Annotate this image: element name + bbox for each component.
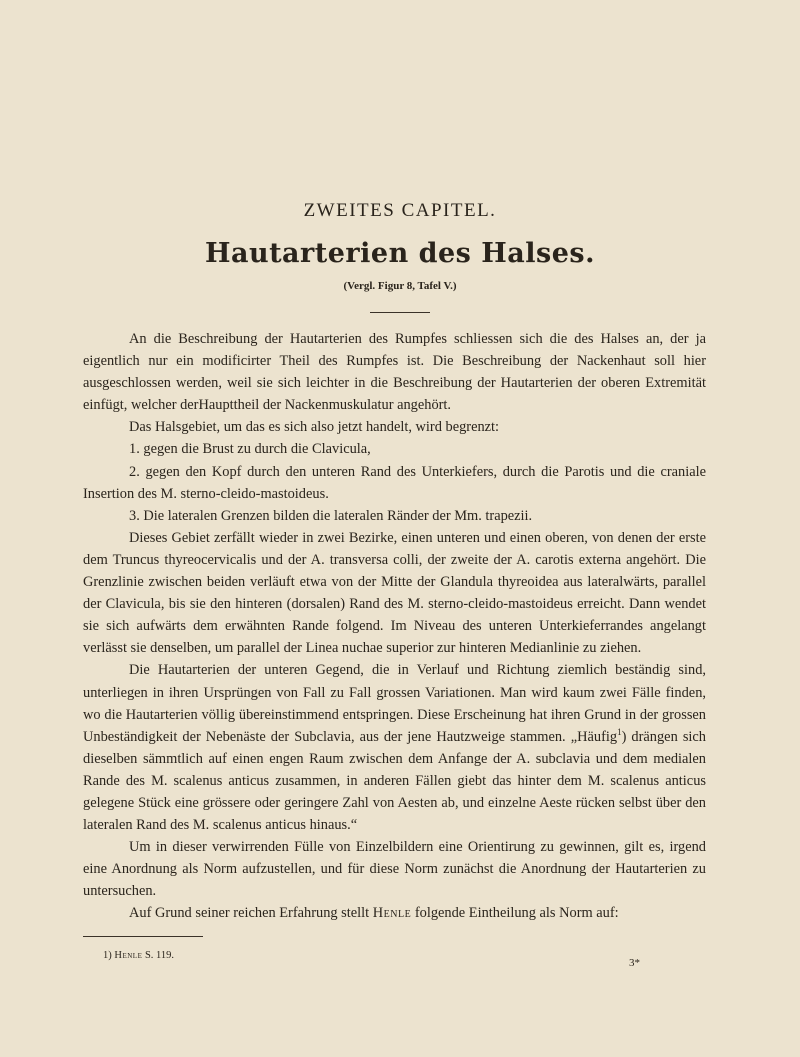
paragraph-5: Um in dieser verwirrenden Fülle von Einzelbildern eine Orientirung zu gewinnen, gilt es, irgend eine Anordnung als Norm aufzustellen, und für diese Norm zunächst die Anordnung der Hautarterien zu untersuchen. [83,839,706,900]
paragraph-3: Dieses Gebiet zerfällt wieder in zwei Bezirke, einen unteren und einen oberen, von denen der erste dem Truncus thyreocervicalis und der A. transversa colli, der zweite der A. carotis externa angehört. Die Grenzlinie zwischen beiden verläuft etwa von der Mitte der Glandula thyreoidea aus lateralwärts, parallel der Clavicula, bis sie den hinteren (dorsalen) Rand des M. sterno-cleido-mastoideus erreicht. Dann wendet sie sich aufwärts dem erwähnten Rande folgend. Im Niveau des unteren Unterkieferrandes angelangt verlässt sie denselben, um parallel der Linea nuchae superior zur hinteren Medianlinie zu ziehen. [83,529,706,657]
footnote-author: Henle [114,950,143,961]
page-title: Hautarterien des Halses. [204,238,596,269]
paragraph-6-text: Auf Grund seiner reichen Erfahrung stellt [129,905,370,922]
paragraph-2: Das Halsgebiet, um das es sich also jetzt handelt, wird begrenzt: [129,419,500,436]
list-item-2: 2. gegen den Kopf durch den unteren Rand des Unterkiefers, durch die Parotis und die craniale Insertion des M. sterno-cleido-mastoideus. [83,463,706,502]
footnote-marker[interactable]: 1 [617,726,622,737]
footnote-divider [83,936,203,937]
body-text [83,328,706,925]
list-item-1: 1. gegen die Brust zu durch die Clavicula, [129,441,371,458]
signature-mark: 3* [629,957,640,969]
list-item-3: 3. Die lateralen Grenzen bilden die lateralen Ränder der Mm. trapezii. [129,507,533,524]
paragraph-6-rest: folgende Eintheilung als Norm auf: [411,905,619,922]
paragraph-6 [83,902,706,924]
footnote [103,950,174,961]
figure-reference: (Vergl. Figur 8, Tafel V.) [343,280,457,292]
author-name: Henle [372,905,412,922]
paragraph-4-rest: ) drängen sich dieselben sämmtlich auf einen engen Raum zwischen dem Anfange der A. subclavia und dem medialen Rande des M. scalenus anticus zusammen, in anderen Fällen giebt das hinter dem M. scalenus anticus gelegene Stück eine grössere oder geringere Zahl von Aesten ab, und einzelne Aeste rücken selbst über den lateralen Rand des M. scalenus anticus hinaus.“ [83,728,706,834]
chapter-heading: ZWEITES CAPITEL. [303,200,497,221]
paragraph-4-text: Die Hautarterien der unteren Gegend, die in Verlauf und Richtung ziemlich beständig sind, unterliegen in ihren Ursprüngen von Fall zu Fall grossen Variationen. Man wird kaum zwei Fälle finden, wo die Hautarterien völlig übereinstimmend entspringen. Diese Erscheinung hat ihren Grund in der grossen Unbeständigkeit der Nebenäste der Subclavia, aus der jene Hautzweige stammen. „Häufig [83,662,706,745]
footnote-text: S. 119. [142,950,175,961]
footnote-number: 1) [103,950,112,961]
paragraph-1: An die Beschreibung der Hautarterien des Rumpfes schliessen sich die des Halses an, der ja eigentlich nur ein modificirter Theil des Rumpfes ist. Die Beschreibung der Nackenhaut soll hier ausgeschlossen werden, weil sie sich leichter in die Beschreibung der Hautarterien der oberen Extremität einfügt, welcher derHaupttheil der Nackenmuskulatur angehört. [83,331,706,414]
paragraph-4 [83,659,706,836]
heading-divider [370,312,430,313]
